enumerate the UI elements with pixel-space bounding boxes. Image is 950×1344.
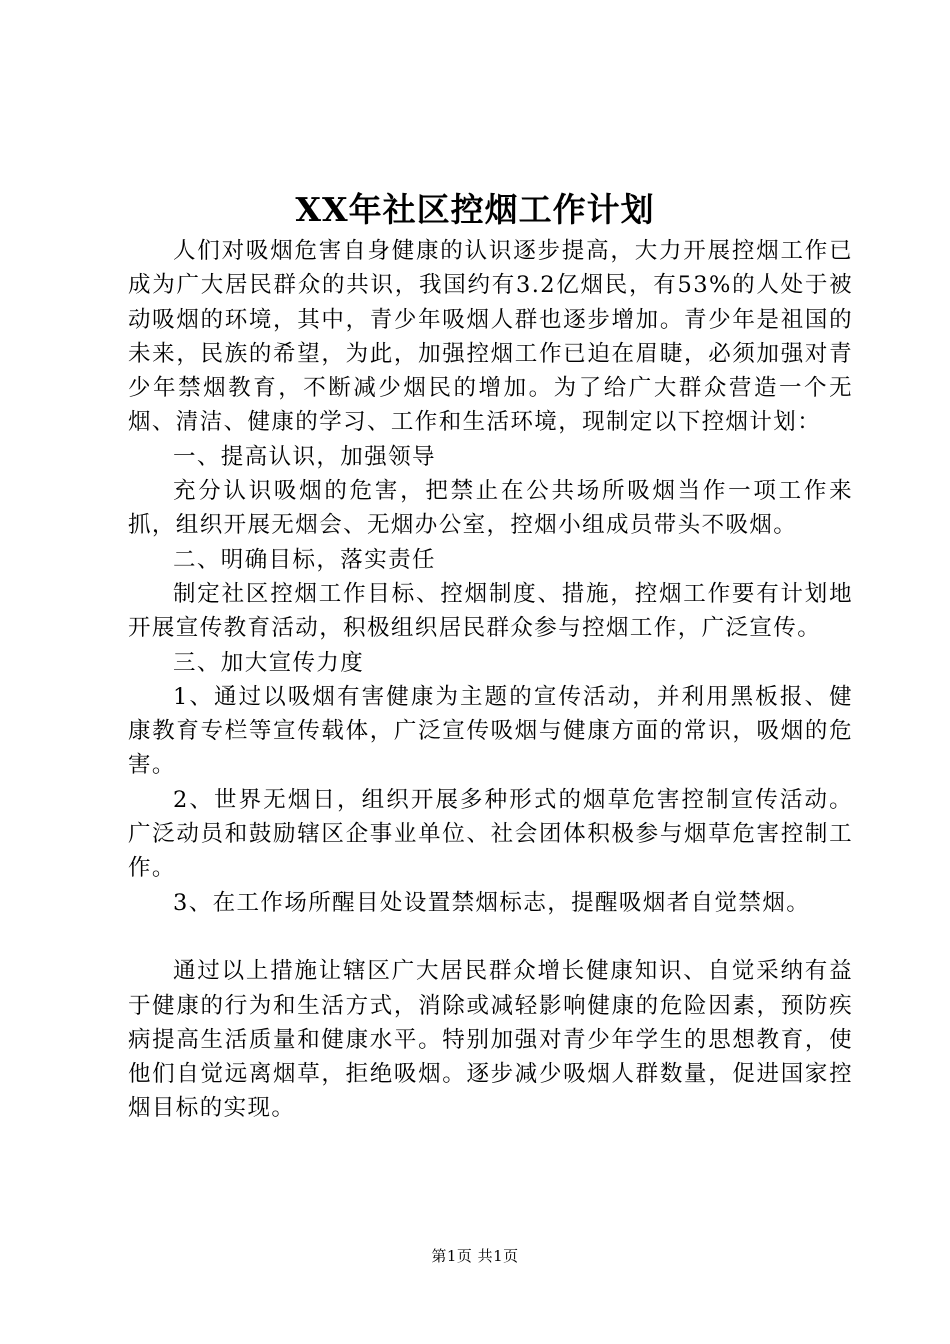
blank-line [128, 920, 853, 954]
section-3-item-3: 3、在工作场所醒目处设置禁烟标志，提醒吸烟者自觉禁烟。 [173, 889, 811, 916]
section-heading-1: 一、提高认识，加强领导 [173, 443, 436, 470]
section-3-item-2: 2、世界无烟日，组织开展多种形式的烟草危害控制宣传活动。广泛动员和鼓励辖区企事业单位、社会团体积极参与烟草危害控制工作。 [128, 786, 853, 882]
section-1-paragraph: 充分认识吸烟的危害，把禁止在公共场所吸烟当作一项工作来抓，组织开展无烟会、无烟办公室，控烟小组成员带头不吸烟。 [128, 478, 853, 539]
closing-paragraph: 通过以上措施让辖区广大居民群众增长健康知识、自觉采纳有益于健康的行为和生活方式，消除或减轻影响健康的危险因素，预防疾病提高生活质量和健康水平。特别加强对青少年学生的思想教育，使他们自觉远离烟草，拒绝吸烟。逐步减少吸烟人群数量，促进国家控烟目标的实现。 [128, 958, 853, 1122]
section-3-item-1: 1、通过以吸烟有害健康为主题的宣传活动，并利用黑板报、健康教育专栏等宣传载体，广泛宣传吸烟与健康方面的常识，吸烟的危害。 [128, 683, 853, 779]
section-2-paragraph: 制定社区控烟工作目标、控烟制度、措施，控烟工作要有计划地开展宣传教育活动，积极组织居民群众参与控烟工作，广泛宣传。 [128, 580, 853, 642]
intro-paragraph: 人们对吸烟危害自身健康的认识逐步提高，大力开展控烟工作已成为广大居民群众的共识，我国约有3.2亿烟民，有53%的人处于被动吸烟的环境，其中，青少年吸烟人群也逐步增加。青少年是祖国的未来，民族的希望，为此，加强控烟工作已迫在眉睫，必须加强对青少年禁烟教育，不断减少烟民的增加。为了给广大群众营造一个无烟、清洁、健康的学习、工作和生活环境，现制定以下控烟计划： [128, 238, 853, 436]
page-number-footer: 第1页 共1页 [431, 1247, 519, 1265]
document-title: XX年社区控烟工作计划 [295, 190, 655, 229]
document-body [128, 234, 853, 1126]
section-heading-2: 二、明确目标，落实责任 [173, 546, 436, 573]
section-heading-3: 三、加大宣传力度 [173, 649, 365, 676]
